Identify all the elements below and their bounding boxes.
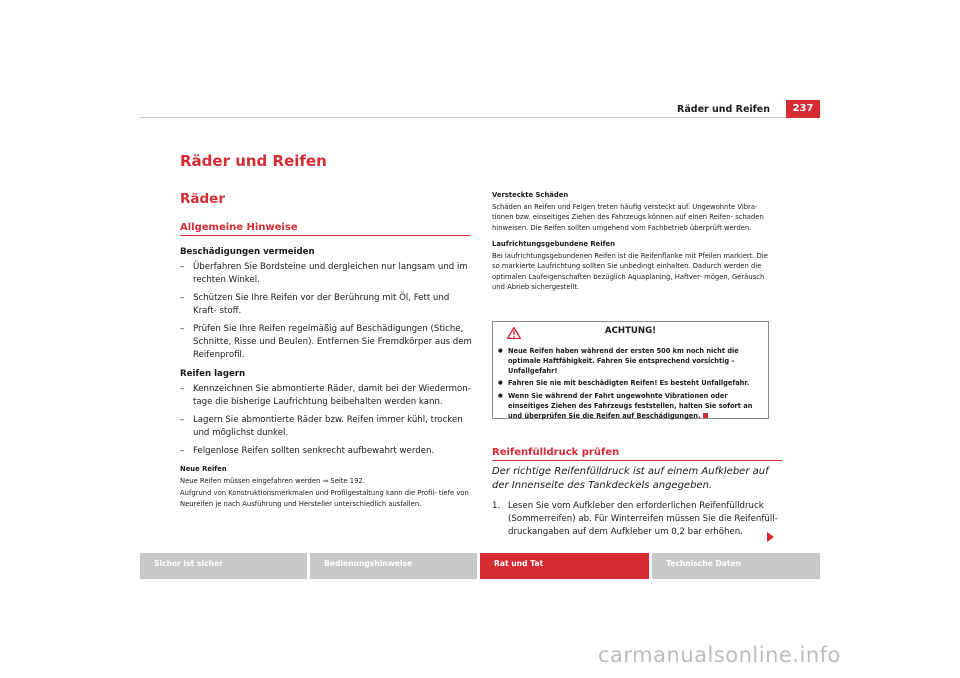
footer-tab-operation[interactable]: Bedienungshinweise bbox=[310, 553, 477, 579]
heading-hidden-damage: Versteckte Schäden bbox=[492, 191, 569, 199]
end-marker-icon bbox=[703, 413, 708, 418]
warning-item: ● Fahren Sie nie mit beschädigten Reifen! Es besteht Unfallgefahr. bbox=[497, 379, 764, 389]
step-text: Lesen Sie vom Aufkleber den erforderlichen Reifenfülldruck (Sommerreifen) ab. Für Winterreifen müssen Sie die Reifenfüll- druckangaben auf dem Aufkleber um 0,2 bar erhöhen. bbox=[508, 501, 778, 537]
list-item: – Prüfen Sie Ihre Reifen regelmäßig auf Beschädigungen (Stiche, Schnitte, Risse und Beulen). Entfernen Sie Fremdkörper aus dem Reifenprofil. bbox=[180, 323, 472, 362]
pressure-lead: Der richtige Reifenfülldruck ist auf einem Aufkleber auf der Innenseite des Tankdeckels angegeben. bbox=[492, 466, 769, 491]
list-item: – Lagern Sie abmontierte Räder bzw. Reifen immer kühl, trocken und möglichst dunkel. bbox=[180, 414, 472, 440]
paragraph-direction: Bei laufrichtungsgebundenen Reifen ist die Reifenflanke mit Pfeilen markiert. Die so markierte Laufrichtung sollten Sie unbedingt einhalten. Dadurch werden die optimalen Laufeigenschaften bezüglich Aquaplaning, Haftver- mögen, Geräusch und Abrieb sichergestellt. bbox=[492, 251, 768, 291]
step-number: 1. bbox=[492, 501, 501, 511]
list-item: – Überfahren Sie Bordsteine und dergleichen nur langsam und im rechten Winkel. bbox=[180, 261, 472, 287]
heading-direction: Laufrichtungsgebundene Reifen bbox=[492, 240, 615, 248]
page-number: 237 bbox=[786, 100, 820, 118]
section-rule-pressure bbox=[492, 460, 782, 461]
numbered-step bbox=[492, 500, 780, 539]
page-title: Räder und Reifen bbox=[180, 152, 327, 170]
section-rule-general bbox=[180, 235, 470, 236]
section-title-general: Allgemeine Hinweise bbox=[180, 222, 298, 233]
heading-damage: Beschädigungen vermeiden bbox=[180, 247, 315, 257]
warning-body bbox=[497, 347, 764, 422]
left-column-body bbox=[180, 246, 472, 509]
warning-title: ACHTUNG! bbox=[604, 326, 657, 336]
warning-box bbox=[492, 321, 769, 419]
warning-item: ● Wenn Sie während der Fahrt ungewohnte Vibrationen oder einseitiges Ziehen des Fahrzeugs feststellen, halten Sie sofort an und überprüfen Sie die Reifen auf Beschädigungen. bbox=[497, 392, 764, 421]
list-item: – Schützen Sie Ihre Reifen vor der Berührung mit Öl, Fett und Kraft- stoff. bbox=[180, 292, 472, 318]
right-column-body bbox=[492, 190, 774, 293]
list-item: – Kennzeichnen Sie abmontierte Räder, damit bei der Wiedermon- tage die bisherige Laufrichtung beibehalten werden kann. bbox=[180, 383, 472, 409]
watermark: carmanualsonline.info bbox=[598, 643, 841, 667]
header-rule bbox=[140, 117, 820, 118]
section-title-pressure: Reifenfülldruck prüfen bbox=[492, 447, 620, 458]
warning-item: ● Neue Reifen haben während der ersten 500 km noch nicht die optimale Haftfähigkeit. Fahren Sie entsprechend vorsichtig – Unfallgefahr! bbox=[497, 347, 764, 376]
chapter-title: Räder bbox=[180, 191, 225, 207]
footer-tab-advice[interactable]: Rat und Tat bbox=[480, 553, 649, 579]
list-item: – Felgenlose Reifen sollten senkrecht aufbewahrt werden. bbox=[180, 445, 472, 458]
footer-tab-safety[interactable]: Sicher ist sicher bbox=[140, 553, 307, 579]
paragraph-tread: Aufgrund von Konstruktionsmerkmalen und Profilgestaltung kann die Profil- tiefe von Neureifen je nach Ausführung und Hersteller unterschiedlich ausfallen. bbox=[180, 489, 469, 508]
header-title: Räder und Reifen bbox=[677, 104, 770, 115]
paragraph-new-tyres: Neue Reifen müssen eingefahren werden ⇒ Seite 192. bbox=[180, 476, 365, 485]
heading-storage: Reifen lagern bbox=[180, 369, 246, 379]
continue-arrow-icon bbox=[767, 532, 774, 542]
heading-new-tyres: Neue Reifen bbox=[180, 465, 227, 473]
paragraph-hidden-damage: Schäden an Reifen und Felgen treten häufig versteckt auf. Ungewohnte Vibra- tionen bzw. einseitiges Ziehen des Fahrzeugs können auf einen Reifen- schaden hinweisen. Die Reifen sollten umgehend vom Fachbetrieb überprüft werden. bbox=[492, 202, 764, 232]
footer-tab-technical[interactable]: Technische Daten bbox=[652, 553, 820, 579]
